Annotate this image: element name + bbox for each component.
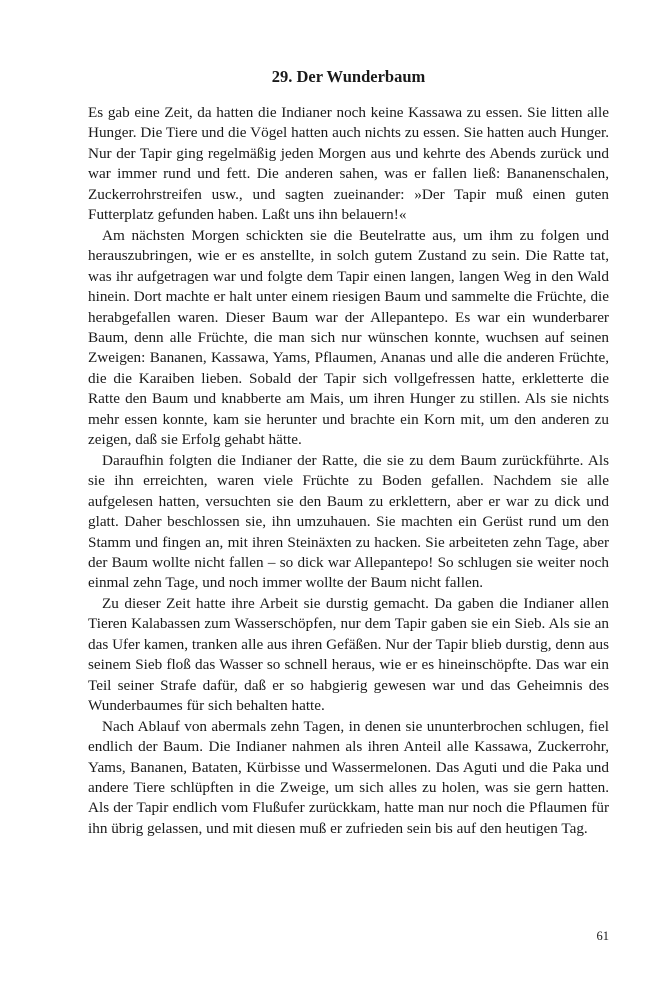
paragraph-3: Daraufhin folgten die Indianer der Ratte, die sie zu dem Baum zurückführte. Als sie ihn erreichten, waren viele Früchte zu Boden gefallen. Nachdem sie alle aufgelesen hatten, versuchten sie den Baum zu erklettern, aber er war zu dick und glatt. Daher beschlossen sie, ihn umzuhauen. Sie machten ein Gerüst rund um den Stamm und fingen an, mit ihren Steinäxten zu hacken. Sie arbeiteten zehn Tage, aber der Baum wollte nicht fallen – so dick war Allepantepo! So schlugen sie weiter noch einmal zehn Tage, und noch immer wollte der Baum nicht fallen. [88, 451, 609, 592]
paragraph-5: Nach Ablauf von abermals zehn Tagen, in denen sie ununterbrochen schlugen, fiel endlich der Baum. Die Indianer nahmen als ihren Anteil alle Kassawa, Zuckerrohr, Yams, Bananen, Bataten, Kürbisse und Wassermelonen. Das Aguti und die Paka und andere Tiere schlüpften in die Zweige, um sich alles zu holen, was sie gern hatten. Als der Tapir endlich vom Flußufer zurückkam, hatte man nur noch die Pflaumen für ihn übrig gelassen, und mit diesen muß er zufrieden sein bis auf den heutigen Tag. [88, 717, 609, 837]
chapter-title: 29. Der Wunderbaum [271, 67, 426, 86]
story-text [88, 103, 609, 839]
paragraph-4: Zu dieser Zeit hatte ihre Arbeit sie durstig gemacht. Da gaben die Indianer allen Tieren Kalabassen zum Wasserschöpfen, nur dem Tapir gaben sie ein Sieb. Als sie an das Ufer kamen, tranken alle aus ihren Gefäßen. Nur der Tapir blieb durstig, denn aus seinem Sieb floß das Wasser so schnell heraus, wie er es hineinschöpfte. Das war ein Teil seiner Strafe dafür, daß er so habgierig gewesen war und das Geheimnis des Wunderbaumes für sich behalten hatte. [88, 594, 609, 715]
page-number: 61 [596, 929, 609, 943]
paragraph-2: Am nächsten Morgen schickten sie die Beutelratte aus, um ihm zu folgen und herauszubringen, wie er es anstellte, in solch gutem Zustand zu sein. Die Ratte tat, was ihr aufgetragen war und folgte dem Tapir einen langen, langen Weg in den Wald hinein. Dort machte er halt unter einem riesigen Baum und sammelte die Früchte, die herabgefallen waren. Dieser Baum war der Allepantepo. Es war ein wunderbarer Baum, denn alle Früchte, die man sich nur wünschen konnte, wuchsen auf seinen Zweigen: Bananen, Kassawa, Yams, Pflaumen, Ananas und alle die anderen Früchte, die die Karaiben lieben. Sobald der Tapir sich vollgefressen hatte, erkletterte die Ratte den Baum und knabberte am Mais, um ihren Hunger zu stillen. Als sie nichts mehr essen konnte, kam sie herunter und brachte ein Korn mit, um den anderen zu zeigen, daß sie Erfolg gehabt hätte. [88, 226, 609, 449]
page-content [88, 66, 609, 839]
paragraph-1: Es gab eine Zeit, da hatten die Indianer noch keine Kassawa zu essen. Sie litten alle Hunger. Die Tiere und die Vögel hatten auch nichts zu essen. Sie hatten auch Hunger. Nur der Tapir ging regelmäßig jeden Morgen aus und kehrte des Abends zurück und war immer rund und fett. Die anderen sahen, was er fallen ließ: Bananenschalen, Zuckerrohrstreifen usw., und sagten zueinander: »Der Tapir muß einen guten Futterplatz gefunden haben. Laßt uns ihn belauern!« [88, 104, 609, 224]
